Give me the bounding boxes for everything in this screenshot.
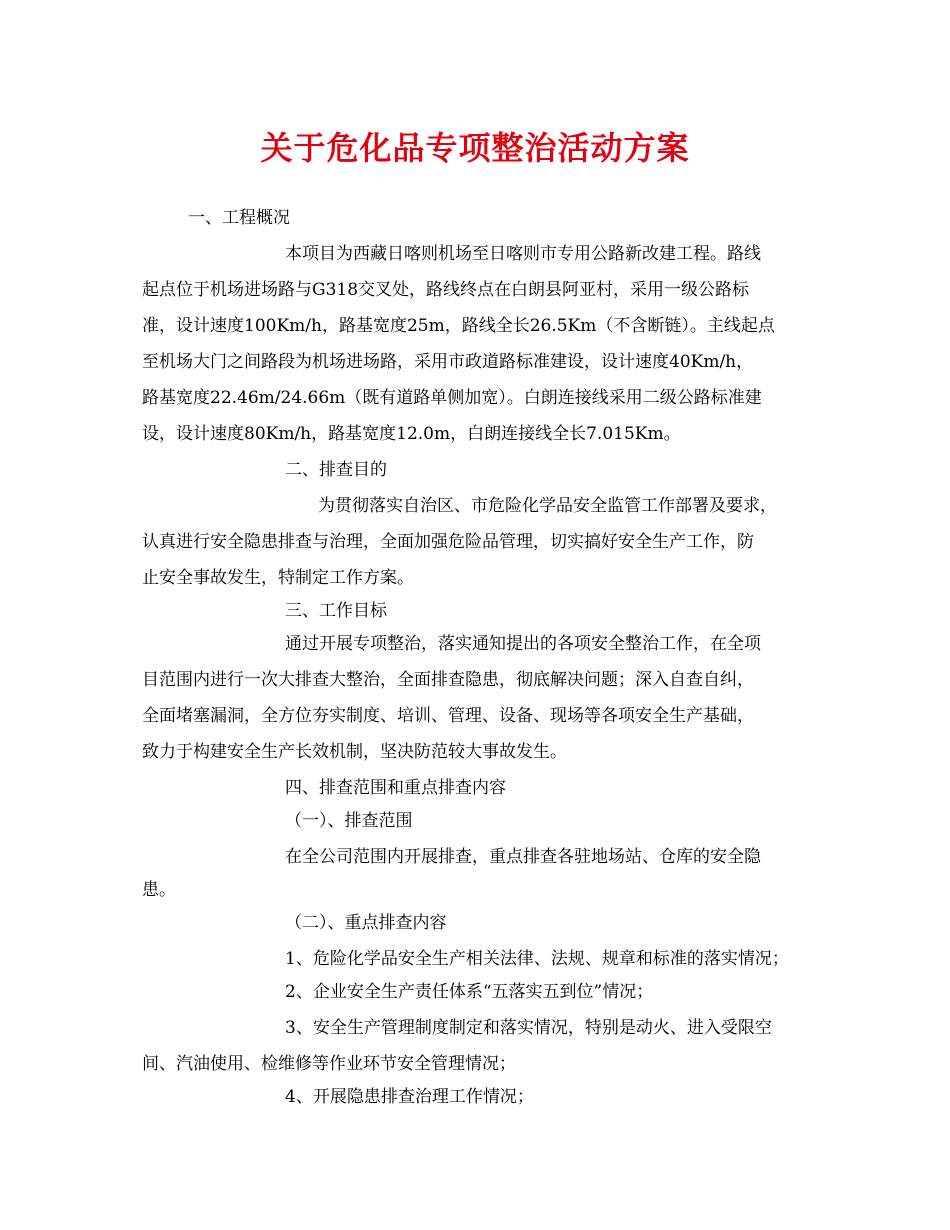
paragraph-line: 认真进行安全隐患排查与治理，全面加强危险品管理，切实搞好安全生产工作，防 (142, 532, 754, 552)
paragraph-line: 目范围内进行一次大排查大整治，全面排查隐患，彻底解决问题；深入自查自纠， (142, 670, 754, 690)
paragraph-line: 止安全事故发生，特制定工作方案。 (142, 568, 414, 588)
list-item: 4、开展隐患排查治理工作情况； (285, 1087, 534, 1107)
document-title: 关于危化品专项整治活动方案 (260, 129, 690, 167)
subsection-heading: （一）、排查范围 (285, 811, 413, 831)
paragraph-line: 起点位于机场进场路与G318交叉处，路线终点在白朗县阿亚村，采用一级公路标 (142, 280, 750, 300)
paragraph-line: 准，设计速度100Km/h，路基宽度25m，路线全长26.5Km（不含断链）。主线起点 (142, 316, 775, 336)
section-heading: 四、排查范围和重点排查内容 (285, 778, 506, 798)
section-heading: 一、工程概况 (188, 208, 290, 228)
paragraph-line: 全面堵塞漏洞，全方位夯实制度、培训、管理、设备、现场等各项安全生产基础， (142, 706, 754, 726)
list-item: 2、企业安全生产责任体系“五落实五到位”情况； (285, 982, 654, 1002)
paragraph-line: 致力于构建安全生产长效机制，坚决防范较大事故发生。 (142, 742, 567, 762)
paragraph-line: 设，设计速度80Km/h，路基宽度12.0m，白朗连接线全长7.015Km。 (142, 424, 681, 444)
list-item: 间、汽油使用、检维修等作业环节安全管理情况； (142, 1054, 516, 1074)
paragraph-line: 通过开展专项整治，落实通知提出的各项安全整治工作，在全项 (285, 634, 761, 654)
paragraph-line: 患。 (142, 880, 176, 900)
paragraph-line: 本项目为西藏日喀则机场至日喀则市专用公路新改建工程。路线 (285, 244, 761, 264)
paragraph-line: 至机场大门之间路段为机场进场路，采用市政道路标准建设，设计速度40Km/h， (142, 352, 754, 372)
paragraph-line: 为贯彻落实自治区、市危险化学品安全监管工作部署及要求， (318, 496, 777, 516)
list-item: 3、安全生产管理制度制定和落实情况，特别是动火、进入受限空 (285, 1018, 772, 1038)
section-heading: 三、工作目标 (285, 601, 387, 621)
paragraph-line: 路基宽度22.46m/24.66m（既有道路单侧加宽）。白朗连接线采用二级公路标准建 (142, 388, 762, 408)
list-item: 1、危险化学品安全生产相关法律、法规、规章和标准的落实情况； (285, 949, 789, 969)
section-heading: 二、排查目的 (285, 460, 387, 480)
paragraph-line: 在全公司范围内开展排查，重点排查各驻地场站、仓库的安全隐 (285, 847, 761, 867)
subsection-heading: （二）、重点排查内容 (285, 913, 447, 933)
